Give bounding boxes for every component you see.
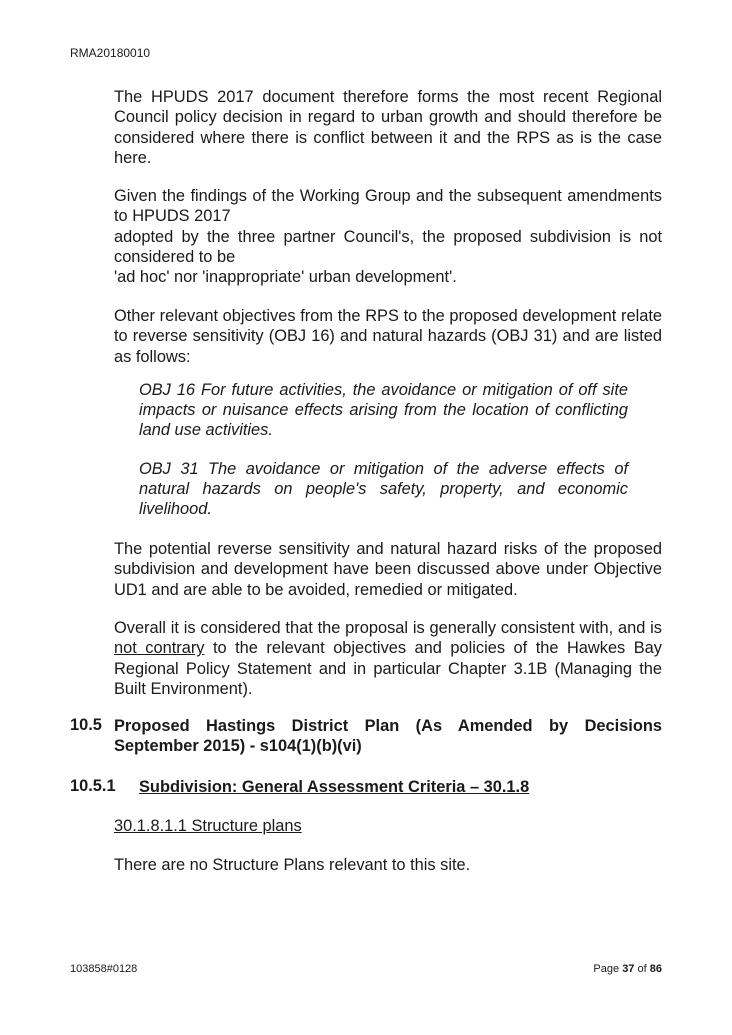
paragraph-hpuds — [114, 87, 662, 168]
paragraph-text: The potential reverse sensitivity and natural hazard risks of the proposed subdivision and development have been discussed above under Objective UD1 and are able to be avoided, remedied or mitigated. — [114, 540, 662, 599]
quote-obj-16 — [139, 380, 628, 440]
section-heading: Proposed Hastings District Plan (As Amended by Decisions September 2015) - s104(1)(b)(vi) — [114, 717, 662, 755]
paragraph-working-group — [114, 186, 662, 287]
underlined-text: not contrary — [114, 639, 205, 658]
page-current: 37 — [622, 963, 635, 975]
paragraph-text: The HPUDS 2017 document therefore forms the most recent Regional Council policy decision in regard to urban growth and should therefore be considered where there is conflict between it and the RPS as is the case here. — [114, 88, 662, 167]
quote-text: OBJ 31 The avoidance or mitigation of the adverse effects of natural hazards on people's safety, property, and economic livelihood. — [139, 460, 628, 518]
paragraph-text-end: to the relevant objectives and policies of the Hawkes Bay Regional Policy Statement and in particular Chapter 3.1B (Managing the Built Environment). — [114, 639, 662, 698]
subsection-heading: Subdivision: General Assessment Criteria – 30.1.8 — [139, 778, 530, 796]
paragraph-overall — [114, 618, 662, 699]
of-label: of — [637, 963, 647, 975]
paragraph-other-objectives — [114, 306, 662, 367]
footer-page-number — [593, 963, 662, 975]
paragraph-text: Other relevant objectives from the RPS to the proposed development relate to reverse sensitivity (OBJ 16) and natural hazards (OBJ 31) and are listed as follows: — [114, 307, 662, 366]
paragraph-line: 'ad hoc' nor 'inappropriate' urban development'. — [114, 268, 457, 287]
paragraph-text — [114, 618, 662, 699]
section-number: 10.5 — [70, 716, 102, 734]
paragraph-line: adopted by the three partner Council's, the proposed subdivision is not considered to be — [114, 227, 662, 266]
page-total: 86 — [649, 963, 662, 975]
paragraph-line: Given the findings of the Working Group and the subsequent amendments to HPUDS 2017 — [114, 187, 662, 226]
paragraph-text-start: Overall it is considered that the proposal is generally consistent with, and is — [114, 619, 662, 637]
quote-obj-31 — [139, 459, 628, 519]
paragraph-reverse-sensitivity — [114, 539, 662, 600]
footer-doc-id: 103858#0128 — [70, 963, 138, 975]
sub-subheading: 30.1.8.1.1 Structure plans — [114, 817, 302, 835]
page-label: Page — [593, 963, 620, 975]
document-reference: RMA20180010 — [70, 46, 151, 60]
subsection-number: 10.5.1 — [70, 777, 116, 795]
quote-text: OBJ 16 For future activities, the avoidance or mitigation of off site impacts or nuisance effects arising from the location of conflicting land use activities. — [139, 381, 628, 439]
paragraph-structure-plans: There are no Structure Plans relevant to this site. — [114, 856, 471, 874]
